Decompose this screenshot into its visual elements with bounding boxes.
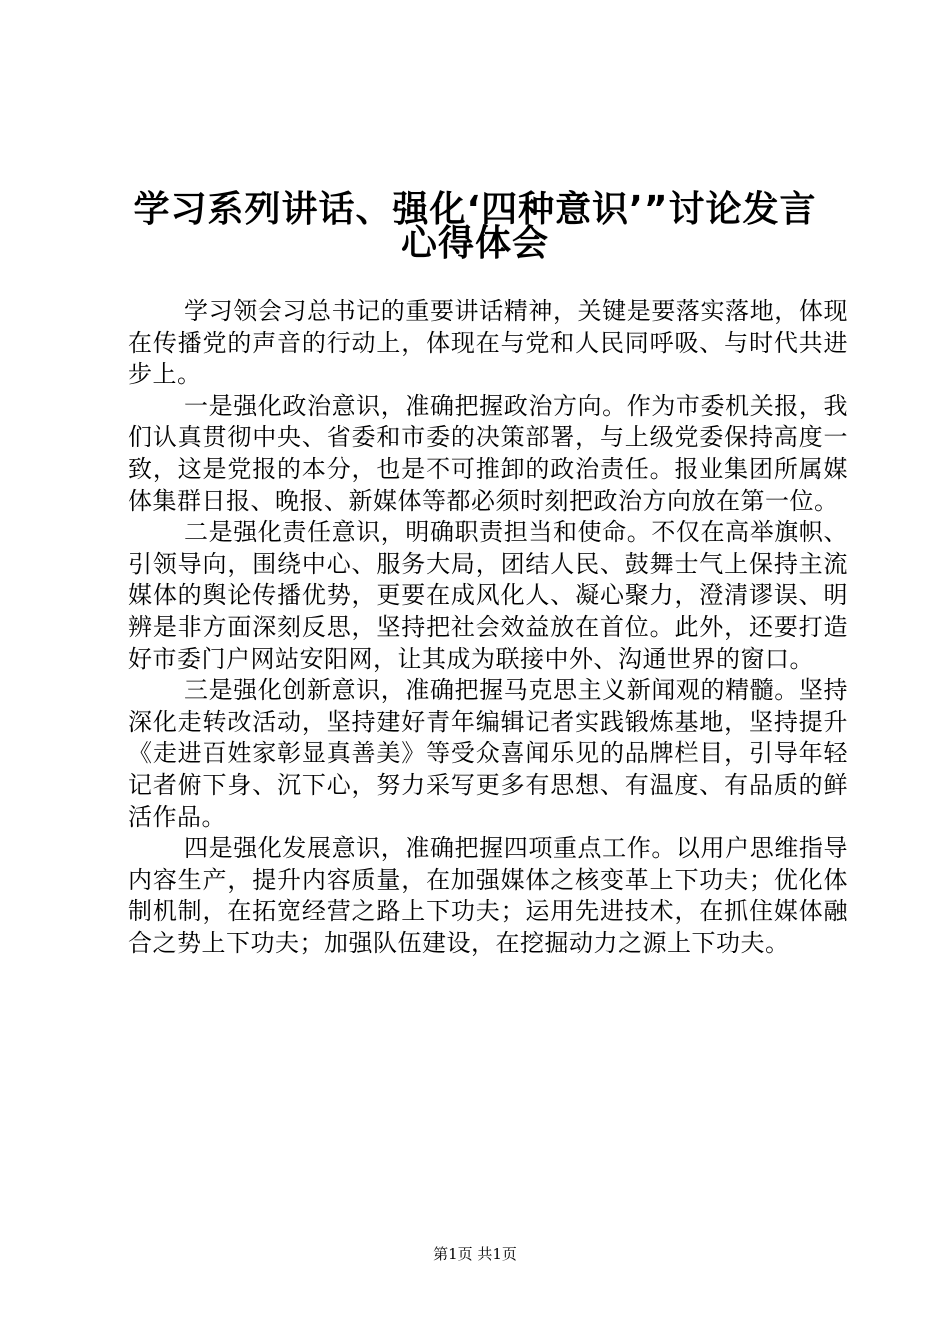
paragraph-responsibility-awareness: 二是强化责任意识，明确职责担当和使命。不仅在高举旗帜、引领导向，围绕中心、服务大局，团结人民、鼓舞士气上保持主流媒体的舆论传播优势，更要在成风化人、凝心聚力，澄清谬误、明辨是非方面深刻反思，坚持把社会效益放在首位。此外，还要打造好市委门户网站安阳网，让其成为联接中外、沟通世界的窗口。 [128,518,848,673]
document-body [128,296,848,959]
paragraph-intro: 学习领会习总书记的重要讲话精神，关键是要落实落地，体现在传播党的声音的行动上，体现在与党和人民同呼吸、与时代共进步上。 [128,297,848,389]
document-title-line-2: 心得体会 [400,223,549,264]
paragraph-political-awareness: 一是强化政治意识，准确把握政治方向。作为市委机关报，我们认真贯彻中央、省委和市委的决策部署，与上级党委保持高度一致，这是党报的本分，也是不可推卸的政治责任。报业集团所属媒体集群日报、晚报、新媒体等都必须时刻把政治方向放在第一位。 [128,391,848,515]
paragraph-innovation-awareness: 三是强化创新意识，准确把握马克思主义新闻观的精髓。坚持深化走转改活动，坚持建好青年编辑记者实践锻炼基地，坚持提升《走进百姓家彰显真善美》等受众喜闻乐见的品牌栏目，引导年轻记者俯下身、沉下心，努力采写更多有思想、有温度、有品质的鲜活作品。 [128,676,848,831]
paragraph-development-awareness: 四是强化发展意识，准确把握四项重点工作。以用户思维指导内容生产，提升内容质量，在加强媒体之核变革上下功夫；优化体制机制，在拓宽经营之路上下功夫；运用先进技术，在抓住媒体融合之势上下功夫；加强队伍建设，在挖掘动力之源上下功夫。 [128,834,848,957]
document-title-line-1: 学习系列讲话、强化‘四种意识’”讨论发言 [133,189,817,230]
page-footer: 第1页 共1页 [433,1245,517,1263]
